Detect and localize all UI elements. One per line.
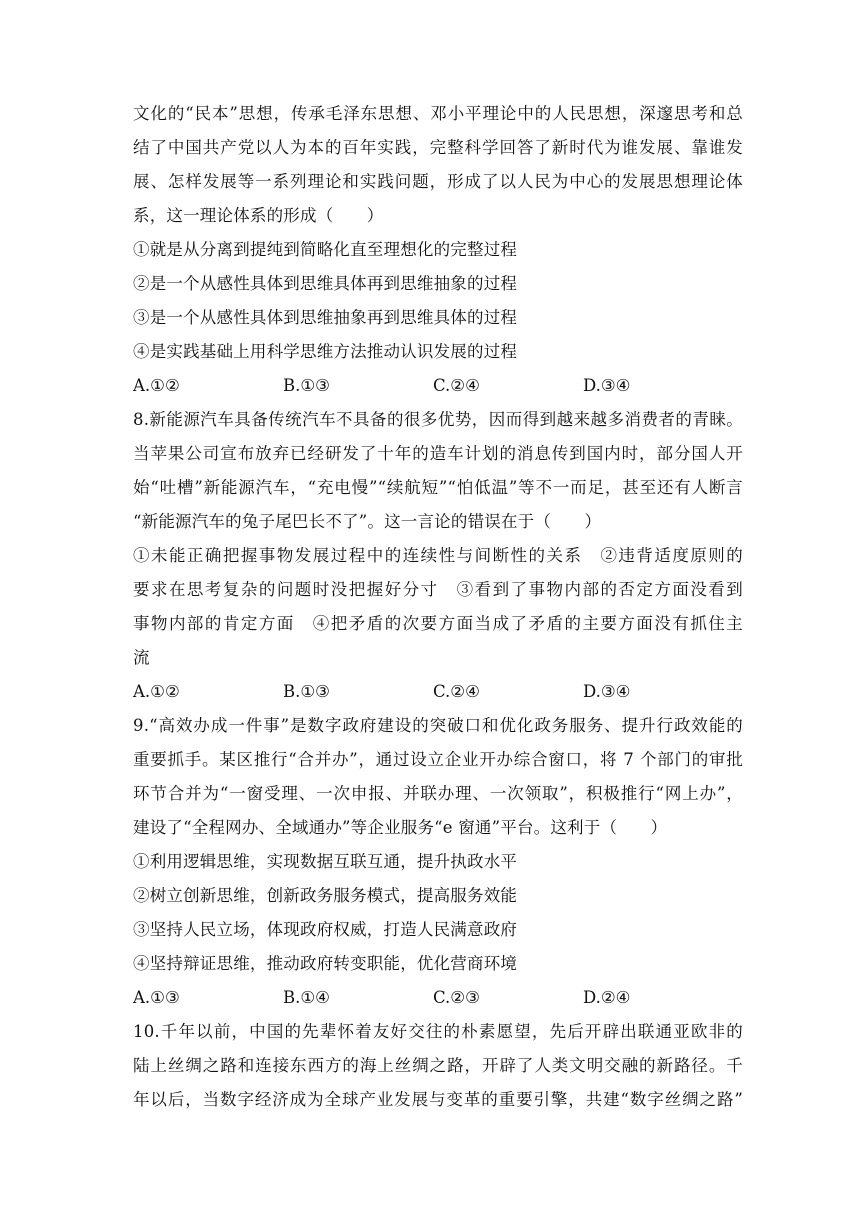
option-c: C.②③ [433, 988, 480, 1007]
option-a: A.①③ [133, 988, 180, 1007]
question-stem-line: 结了中国共产党以人为本的百年实践，完整科学回答了新时代为谁发展、靠谁发 [133, 138, 743, 157]
question-stem-line: 系，这一理论体系的形成（ ） [133, 206, 384, 225]
question-stem-line: 当苹果公司宣布放弃已经研发了十年的造车计划的消息传到国内时，部分国人开 [133, 444, 743, 463]
question-9 [133, 709, 743, 1015]
statement-1: ①就是从分离到提纯到简略化直至理想化的完整过程 [133, 240, 518, 259]
statement-4: ④坚持辩证思维，推动政府转变职能，优化营商环境 [133, 954, 518, 973]
question-stem-line: 始“吐槽”新能源汽车，“充电慢”“续航短”“怕低温”等不一而足，甚至还有人断言 [133, 478, 743, 497]
option-d: D.③④ [583, 682, 631, 701]
question-stem-line: 展、怎样发展等一系列理论和实践问题，形成了以人民为中心的发展思想理论体 [133, 172, 743, 191]
statement-3: ③是一个从感性具体到思维抽象再到思维具体的过程 [133, 308, 518, 327]
question-stem-line: 环节合并为“一窗受理、一次申报、并联办理、一次领取”，积极推行“网上办”， [133, 784, 743, 803]
question-stem-line: 建设了“全程网办、全域通办”等企业服务“e 窗通”平台。这利于（ ） [133, 818, 668, 837]
statement-1: ①利用逻辑思维，实现数据互联互通，提升执政水平 [133, 852, 518, 871]
option-d: D.②④ [583, 988, 631, 1007]
question-8 [133, 403, 743, 709]
option-b: B.①③ [283, 376, 330, 395]
question-stem-line: “新能源汽车的兔子尾巴长不了”。这一言论的错误在于（ ） [133, 512, 602, 531]
question-stem-line: 年以后，当数字经济成为全球产业发展与变革的重要引擎，共建“数字丝绸之路” [133, 1090, 743, 1109]
question-stem-line: 8.新能源汽车具备传统汽车不具备的很多优势，因而得到越来越多消费者的青睐。 [133, 410, 743, 429]
statement-2: ②树立创新思维，创新政务服务模式，提高服务效能 [133, 886, 518, 905]
answer-options [133, 675, 743, 709]
answer-options [133, 981, 743, 1015]
statement-2: ②是一个从感性具体到思维具体再到思维抽象的过程 [133, 274, 518, 293]
question-stem-line: 重要抓手。某区推行“合并办”，通过设立企业开办综合窗口，将 7 个部门的审批 [133, 750, 743, 769]
statement-line: 要求在思考复杂的问题时没把握好分寸 ③看到了事物内部的否定方面没看到 [133, 580, 743, 599]
statement-4: ④是实践基础上用科学思维方法推动认识发展的过程 [133, 342, 518, 361]
statement-line: 事物内部的肯定方面 ④把矛盾的次要方面当成了矛盾的主要方面没有抓住主 [133, 614, 743, 633]
option-c: C.②④ [433, 376, 480, 395]
question-stem-line: 10.千年以前，中国的先辈怀着友好交往的朴素愿望，先后开辟出联通亚欧非的 [133, 1022, 743, 1041]
option-b: B.①③ [283, 682, 330, 701]
option-a: A.①② [133, 376, 180, 395]
option-d: D.③④ [583, 376, 631, 395]
exam-page [133, 97, 743, 1117]
question-10 [133, 1015, 743, 1117]
statement-line: 流 [133, 648, 150, 667]
answer-options [133, 369, 743, 403]
option-b: B.①④ [283, 988, 330, 1007]
statement-line: ①未能正确把握事物发展过程中的连续性与间断性的关系 ②违背适度原则的 [133, 546, 743, 565]
option-c: C.②④ [433, 682, 480, 701]
question-stem-line: 9.“高效办成一件事”是数字政府建设的突破口和优化政务服务、提升行政效能的 [133, 716, 743, 735]
statement-3: ③坚持人民立场，体现政府权威，打造人民满意政府 [133, 920, 518, 939]
question-stem-line: 陆上丝绸之路和连接东西方的海上丝绸之路，开辟了人类文明交融的新路径。千 [133, 1056, 743, 1075]
option-a: A.①② [133, 682, 180, 701]
question-7 [133, 97, 743, 403]
question-stem-line: 文化的“民本”思想，传承毛泽东思想、邓小平理论中的人民思想，深邃思考和总 [133, 104, 743, 123]
